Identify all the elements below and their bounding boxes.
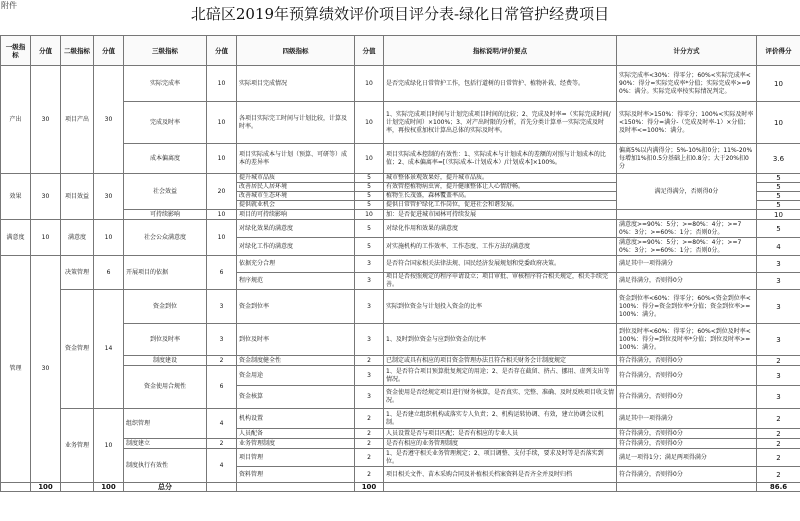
- l4-cell: 项目的可持续影响: [237, 210, 355, 220]
- l4-cell: 业务管理制度: [237, 439, 355, 449]
- desc-cell: 是否有相应的业务管理制度: [384, 439, 617, 449]
- s3-cell: 6: [207, 366, 237, 409]
- l3-cell: 可持续影响: [124, 210, 207, 220]
- l4-cell: 资金制度健全性: [237, 356, 355, 366]
- score-cell: 2: [757, 356, 800, 366]
- l3-public-score: 10: [207, 220, 237, 256]
- l2-satis-score: 10: [94, 220, 124, 256]
- l4-cell: 资料管理: [237, 467, 355, 483]
- method-cell: 偏离5%以内满得分；5%-10%扣0分；11%-20%每增加1%扣0.5分基础上扣0.8分；大于20%扣0分: [617, 144, 757, 174]
- method-cell: 满足得满分，否则得0分: [617, 273, 757, 290]
- s4-cell: 2: [355, 409, 384, 429]
- header-s2: 分值: [94, 36, 124, 66]
- desc-cell: 1、是否遵守相关业务管理规定；2、项目调整、支付手续，要求及时等是否落实到位。: [384, 449, 617, 467]
- l3-cell: 制度执行有效性: [124, 449, 207, 483]
- table-row: [1, 66, 800, 102]
- s4-cell: 5: [355, 220, 384, 238]
- s4-cell: 5: [355, 201, 384, 210]
- method-cell: 满意度>=90%：5分；>=80%：4分；>=70%：3分；>=60%：1分；否则0分。: [617, 238, 757, 256]
- header-s1: 分值: [31, 36, 61, 66]
- desc-cell: 项目相关文件、苗木采购合同及补植相关档案资料是否齐全并及时归档: [384, 467, 617, 483]
- l4-cell: 机构设置: [237, 409, 355, 429]
- desc-cell: 1、是否符合项目预算批复规定的用途；2、是否存在截留、挤占、挪用、虚列支出等情况。: [384, 366, 617, 386]
- s3-cell: 6: [207, 256, 237, 290]
- s4-cell: 10: [355, 210, 384, 220]
- method-cell: 符合得满分，否则得0分: [617, 356, 757, 366]
- l4-cell: 程序规范: [237, 273, 355, 290]
- l2-fund: 资金管理: [61, 290, 94, 409]
- score-cell: 2: [757, 409, 800, 429]
- l4-cell: 实际项目完成情况: [237, 66, 355, 102]
- s4-cell: 5: [355, 192, 384, 201]
- score-cell: 5: [757, 192, 800, 201]
- l4-cell: 资金到位率: [237, 290, 355, 324]
- total-cell: [384, 483, 617, 492]
- desc-cell: 项目是否按照规定的程序申请设立；项目审批、审核程序符合相关规定，相关手续完善。: [384, 273, 617, 290]
- method-cell: 满足其中一项得满分: [617, 409, 757, 429]
- l2-proj-output-score: 30: [94, 66, 124, 174]
- s4-cell: 2: [355, 429, 384, 439]
- s4-cell: 10: [355, 66, 384, 102]
- method-cell: 资金到位率<60%：得零分；60%<资金到位率<100%：得分=资金到位率*分值；资金到位率>=100%：满分。: [617, 290, 757, 324]
- desc-cell: 对实施机构的工作效率、工作态度、工作方法的满意度: [384, 238, 617, 256]
- s4-cell: 3: [355, 386, 384, 409]
- l2-proj-effect-score: 30: [94, 174, 124, 220]
- l4-cell: 项目实际成本与计划（预算、可研等）成本的差异率: [237, 144, 355, 174]
- l3-cell: 到位及时率: [124, 324, 207, 356]
- total-cell: [617, 483, 757, 492]
- l3-cell: 实际完成率: [124, 66, 207, 102]
- s4-cell: 3: [355, 256, 384, 273]
- method-cell: 满足其中一项得满分: [617, 256, 757, 273]
- l2-biz: 业务管理: [61, 409, 94, 483]
- score-cell: 10: [757, 210, 800, 220]
- s3-cell: 4: [207, 449, 237, 483]
- desc-cell: 提供日常管护绿化工作岗位，促进社会和谐发展。: [384, 201, 617, 210]
- method-cell: [617, 210, 757, 220]
- table-row: [1, 256, 800, 273]
- s4-cell: 3: [355, 324, 384, 356]
- s3-cell: 10: [207, 102, 237, 144]
- l4-cell: 对绿化工作的满意度: [237, 238, 355, 256]
- l3-cell: 开展项目的依据: [124, 256, 207, 290]
- l4-cell: 改善居民人居环境: [237, 183, 355, 192]
- l3-social-score: 20: [207, 174, 237, 210]
- desc-cell: 人员设置是否与项目匹配；是否有相应的专业人员: [384, 429, 617, 439]
- s3-cell: 3: [207, 290, 237, 324]
- s4-cell: 5: [355, 183, 384, 192]
- l4-cell: 资金用途: [237, 366, 355, 386]
- header-row: [1, 36, 800, 66]
- l4-cell: 各项目实际完工时间与计划比较，计算及时率。: [237, 102, 355, 144]
- l3-public: 社会公众满意度: [124, 220, 207, 256]
- score-table: [0, 35, 800, 492]
- total-cell: [1, 483, 31, 492]
- l1-satis: 满意度: [1, 220, 31, 256]
- desc-cell: 对绿化作用和效果的满意度: [384, 220, 617, 238]
- method-cell: 符合得满分，否则得0分: [617, 386, 757, 409]
- score-cell: 10: [757, 66, 800, 102]
- l4-cell: 对绿化效果的满意度: [237, 220, 355, 238]
- l3-cell: 资金到位: [124, 290, 207, 324]
- s3-cell: 10: [207, 210, 237, 220]
- l2-proj-output: 项目产出: [61, 66, 94, 174]
- header-l1: 一级指标: [1, 36, 31, 66]
- score-cell: 5: [757, 220, 800, 238]
- header-s3: 分值: [207, 36, 237, 66]
- l3-cell: 成本偏离度: [124, 144, 207, 174]
- l2-biz-score: 10: [94, 409, 124, 483]
- table-row: [1, 409, 800, 429]
- l3-social: 社会效益: [124, 174, 207, 210]
- table-row: [1, 174, 800, 183]
- l2-decision-score: 6: [94, 256, 124, 290]
- l4-cell: 提升城市品质: [237, 174, 355, 183]
- desc-cell: 1、及时到位资金与应到位资金的比率: [384, 324, 617, 356]
- score-cell: 10: [757, 102, 800, 144]
- header-method: 计分方式: [617, 36, 757, 66]
- l3-cell: 组织管理: [124, 409, 207, 439]
- desc-cell: 加：是否促进城市园林可持续发展: [384, 210, 617, 220]
- method-cell: 符合得满分，否则得0分: [617, 366, 757, 386]
- l2-satis: 满意度: [61, 220, 94, 256]
- total-score: 86.6: [757, 483, 800, 492]
- score-cell: 3: [757, 273, 800, 290]
- l1-effect: 效果: [1, 174, 31, 220]
- header-s4: 分值: [355, 36, 384, 66]
- score-cell: 3: [757, 256, 800, 273]
- l1-mgmt-score: 30: [31, 256, 61, 483]
- l3-cell: 完成及时率: [124, 102, 207, 144]
- desc-cell: 是否符合国家相关法律法规、国民经济发展规划和党委政府决策。: [384, 256, 617, 273]
- l2-fund-score: 14: [94, 290, 124, 409]
- score-cell: 4: [757, 238, 800, 256]
- header-l3: 三级指标: [124, 36, 207, 66]
- total-label: 总分: [124, 483, 207, 492]
- total-cell: [207, 483, 237, 492]
- desc-cell: 城市整体景观效果好，提升城市品质。: [384, 174, 617, 183]
- s4-cell: 3: [355, 366, 384, 386]
- s4-cell: 10: [355, 144, 384, 174]
- header-result: 评价得分: [757, 36, 800, 66]
- score-cell: 5: [757, 183, 800, 192]
- l1-output: 产出: [1, 66, 31, 174]
- attachment-caption: 附件: [1, 1, 17, 10]
- method-cell: 满足得满分，否则得0分: [617, 174, 757, 210]
- score-cell: 2: [757, 439, 800, 449]
- s4-cell: 2: [355, 467, 384, 483]
- desc-cell: 1、实际完成项目时间与计划完成项目时间的比较；2、完成及时率=（实际完成时间/计划完成时间）×100%；3、对产出时限的分析，首先分类计算单一实际完成及时率，再按权重加权计算出总体的实际及时率。: [384, 102, 617, 144]
- table-row: [1, 290, 800, 324]
- total-s2: 100: [94, 483, 124, 492]
- header-l4: 四级指标: [237, 36, 355, 66]
- header-l2: 二级指标: [61, 36, 94, 66]
- l1-mgmt: 管理: [1, 256, 31, 483]
- score-cell: 2: [757, 429, 800, 439]
- method-cell: 符合得满分，否则得0分: [617, 429, 757, 439]
- score-cell: 5: [757, 174, 800, 183]
- table-row: [1, 220, 800, 238]
- l4-cell: 项目管理: [237, 449, 355, 467]
- method-cell: 符合得满分，否则得0分: [617, 439, 757, 449]
- l2-proj-effect: 项目效益: [61, 174, 94, 220]
- score-cell: 3: [757, 290, 800, 324]
- l4-cell: 到位及时率: [237, 324, 355, 356]
- method-cell: 满意度>=90%：5分；>=80%：4分；>=70%：3分；>=60%：1分；否则0分。: [617, 220, 757, 238]
- method-cell: 实际完成率<30%：得零分；60%<实际完成率<90%：得分=实际完成率*分值；实际完成率>=90%：满分。实际完成率按实际情况判定。: [617, 66, 757, 102]
- s4-cell: 5: [355, 174, 384, 183]
- total-row: [1, 483, 800, 492]
- l4-cell: 提供就业机会: [237, 201, 355, 210]
- desc-cell: 1、是否建立组织机构或落实专人负责；2、机构运转协调、有效，建立协调会议机制。: [384, 409, 617, 429]
- s3-cell: 4: [207, 409, 237, 439]
- s3-cell: 3: [207, 324, 237, 356]
- l1-satis-score: 10: [31, 220, 61, 256]
- l3-cell: 制度建立: [124, 439, 207, 449]
- s3-cell: 2: [207, 356, 237, 366]
- l3-cell: 资金使用合规性: [124, 366, 207, 409]
- s3-cell: 2: [207, 439, 237, 449]
- s3-cell: 10: [207, 144, 237, 174]
- l2-decision: 决策管理: [61, 256, 94, 290]
- l4-cell: 依据充分合理: [237, 256, 355, 273]
- desc-cell: 已制定或具有相应的项目资金管理办法且符合相关财务会计制度规定: [384, 356, 617, 366]
- l4-cell: 人员配备: [237, 429, 355, 439]
- score-cell: 3: [757, 366, 800, 386]
- desc-cell: 是否完成绿化日常管护工作，包括行道树的日常管护、植物补栽、经费等。: [384, 66, 617, 102]
- method-cell: 到位及时率<60%：得零分；60%<到位及时率<100%：得分=到位及时率*分值；到位及时率>=100%：满分。: [617, 324, 757, 356]
- l4-cell: 改善城市生态环境: [237, 192, 355, 201]
- s4-cell: 2: [355, 439, 384, 449]
- desc-cell: 实际到位资金与计划投入资金的比率: [384, 290, 617, 324]
- score-cell: 5: [757, 201, 800, 210]
- desc-cell: 资金使用是否经规定项目进行财务核算，是否真实、完整、准确、及时反映项目收支情况。: [384, 386, 617, 409]
- desc-cell: 植物生长茂盛，森林覆盖率高。: [384, 192, 617, 201]
- s4-cell: 10: [355, 102, 384, 144]
- s3-cell: 10: [207, 66, 237, 102]
- total-cell: [237, 483, 355, 492]
- s4-cell: 2: [355, 356, 384, 366]
- method-cell: 满足一项得1分；满足两项得满分: [617, 449, 757, 467]
- l1-effect-score: 30: [31, 174, 61, 220]
- score-cell: 3.6: [757, 144, 800, 174]
- total-s1: 100: [31, 483, 61, 492]
- method-cell: 符合得满分，否则得0分: [617, 467, 757, 483]
- total-cell: [61, 483, 94, 492]
- method-cell: 实际及时率>150%：得零分；100%<实际及时率<150%：得分=满分-（完成及时率-1）×分值；及时率<=100%：满分。: [617, 102, 757, 144]
- s4-cell: 5: [355, 238, 384, 256]
- page-title: 北碚区2019年预算绩效评价项目评分表-绿化日常管护经费项目: [190, 5, 610, 23]
- desc-cell: 有效管控植物病虫害，提升健康整体让人心情舒畅。: [384, 183, 617, 192]
- l1-output-score: 30: [31, 66, 61, 174]
- s4-cell: 3: [355, 273, 384, 290]
- header-desc: 指标说明/评价要点: [384, 36, 617, 66]
- score-cell: 3: [757, 324, 800, 356]
- score-cell: 2: [757, 467, 800, 483]
- s4-cell: 2: [355, 449, 384, 467]
- l4-cell: 资金核算: [237, 386, 355, 409]
- s4-cell: 3: [355, 290, 384, 324]
- total-s4: 100: [355, 483, 384, 492]
- l3-cell: 制度建设: [124, 356, 207, 366]
- score-cell: 3: [757, 386, 800, 409]
- score-cell: 2: [757, 449, 800, 467]
- desc-cell: 项目实际成本控制的有效性：1、实际成本与计划成本的差额的对照与计划成本的比值；2、成本偏离率=[（实际成本-计划成本）/计划成本]×100%。: [384, 144, 617, 174]
